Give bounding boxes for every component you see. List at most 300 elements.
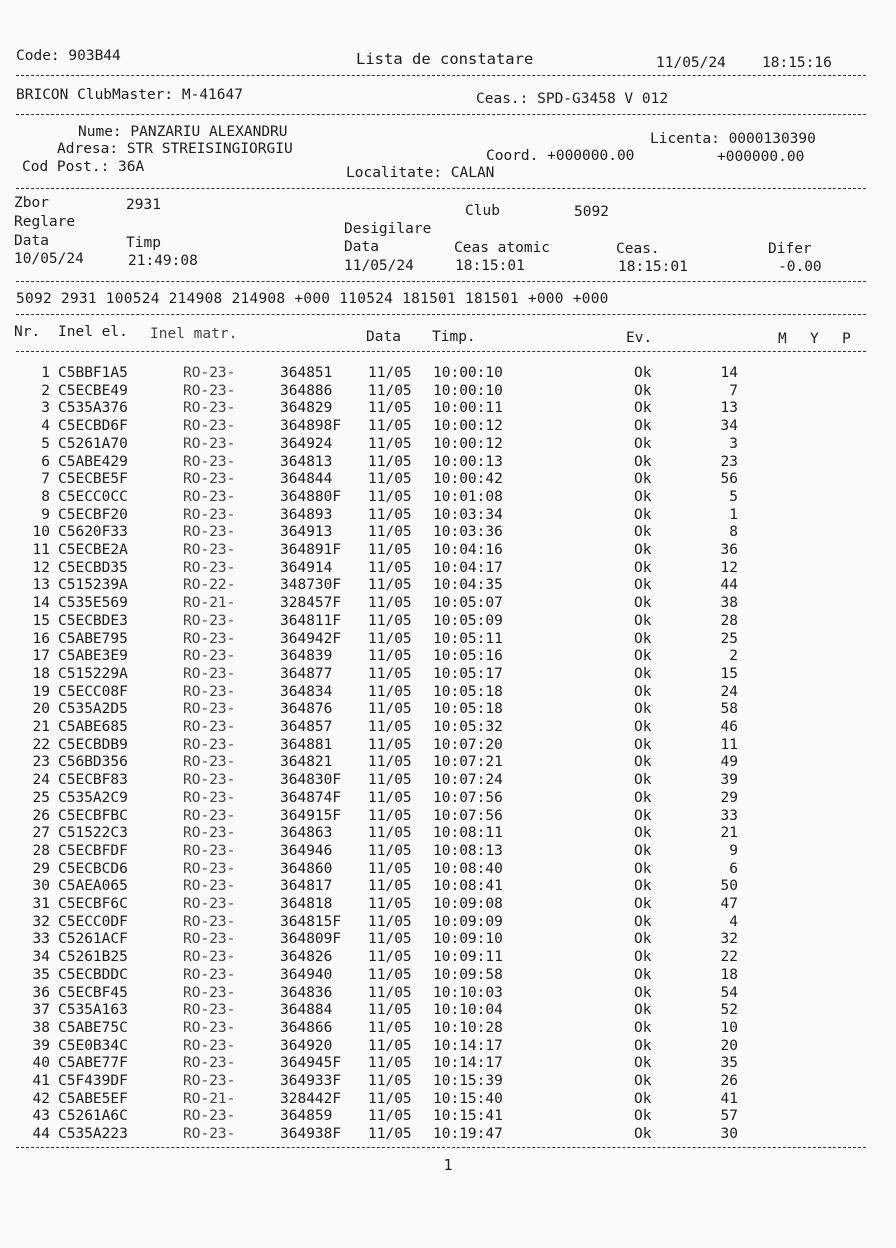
electronic-ring: C535A163 [58,1002,128,1019]
row-number: 23 [32,754,50,771]
arrival-time: 10:00:42 [433,471,503,488]
coordinates: Coord. +000000.00 [486,148,635,164]
row-number: 1 [41,365,50,381]
club-master: BRICON ClubMaster: M-41647 [16,87,243,103]
table-row [0,772,896,789]
electronic-ring: C5ECBE5F [58,471,128,488]
arrival-date: 11/05 [368,1073,412,1089]
row-number: 5 [41,435,50,452]
ring-prefix: RO-23- [183,665,236,682]
electronic-ring: C5ECBD6F [58,418,128,435]
table-row [0,560,896,577]
ring-number: 364866 [280,1019,333,1036]
electronic-ring: C5261ACF [58,931,128,948]
arrival-date: 11/05 [368,577,412,594]
table-row [0,843,896,860]
arrival-time: 10:10:04 [433,1002,503,1019]
locality: Localitate: CALAN [346,165,495,181]
electronic-ring: C535A2D5 [58,701,128,718]
ring-number: 364844 [280,471,333,488]
ring-number: 364857 [280,719,333,735]
row-number: 8 [41,488,50,505]
electronic-ring: C5ECBF20 [58,506,128,523]
event-status: Ok [634,913,652,930]
coordinates-2: +000000.00 [717,149,805,165]
row-number: 16 [32,630,50,647]
ring-number: 364821 [280,754,333,771]
table-row [0,436,896,453]
table-row [0,1091,896,1108]
arrival-date: 11/05 [368,701,412,718]
unseal-date-label: Data [344,239,379,255]
col-header-electronic-ring: Inel el. [58,324,128,340]
table-row [0,790,896,807]
arrival-date: 11/05 [368,984,412,1001]
arrival-date: 11/05 [368,630,412,647]
row-number: 18 [32,665,50,682]
row-number: 13 [32,577,50,594]
arrival-time: 10:14:17 [433,1037,503,1054]
arrival-time: 10:09:10 [433,931,503,948]
event-status: Ok [634,400,652,417]
arrival-time: 10:19:47 [433,1126,503,1143]
ring-number: 364945F [280,1055,342,1072]
ring-prefix: RO-23- [183,1002,236,1019]
position-m: 54 [720,984,738,1001]
electronic-ring: C5ECBF45 [58,984,128,1001]
event-status: Ok [634,772,652,789]
event-status: Ok [634,1037,652,1054]
clock-id: Ceas.: SPD-G3458 V 012 [476,91,669,107]
electronic-ring: C5ECBE2A [58,542,128,558]
electronic-ring: C5ECC0DF [58,913,128,930]
page-number: 1 [443,1156,453,1174]
arrival-time: 10:07:21 [433,754,503,771]
event-status: Ok [634,1002,652,1019]
ring-prefix: RO-23- [183,789,236,806]
table-row [0,666,896,683]
table-row [0,949,896,966]
arrival-time: 10:08:13 [433,842,503,859]
ring-number: 364809F [280,931,342,948]
position-m: 4 [729,913,738,930]
arrival-time: 10:07:56 [433,807,503,824]
position-m: 11 [720,736,738,753]
ring-number: 364813 [280,453,333,470]
row-number: 43 [32,1108,50,1125]
electronic-ring: C5ECBD35 [58,559,128,576]
col-header-date: Data [366,329,401,345]
ring-prefix: RO-23- [183,612,236,629]
position-m: 23 [720,453,738,470]
ring-number: 364817 [280,878,333,895]
ring-number: 364851 [280,365,333,381]
license: Licenta: 0000130390 [650,131,816,147]
electronic-ring: C5ECBF6C [58,896,128,912]
arrival-time: 10:01:08 [433,488,503,505]
ring-number: 364924 [280,435,333,452]
row-number: 33 [32,931,50,948]
ring-prefix: RO-23- [183,1073,236,1089]
table-row [0,914,896,931]
ring-number: 364915F [280,807,342,824]
setting-date-label: Data [14,233,49,249]
row-number: 17 [32,648,50,665]
ring-prefix: RO-23- [183,878,236,895]
arrival-time: 10:05:09 [433,612,503,629]
table-row [0,967,896,984]
ring-number: 364811F [280,612,342,629]
electronic-ring: C5ABE77F [58,1055,128,1072]
position-m: 34 [720,418,738,435]
table-row [0,1002,896,1019]
ring-prefix: RO-23- [183,418,236,435]
event-status: Ok [634,595,652,612]
ring-number: 364880F [280,488,342,505]
ring-number: 364834 [280,683,333,700]
position-m: 33 [720,807,738,824]
ring-number: 364829 [280,400,333,417]
postal-code: Cod Post.: 36A [22,159,145,175]
arrival-date: 11/05 [368,542,412,558]
col-header-m: M [778,331,787,347]
row-number: 3 [41,400,50,417]
electronic-ring: C535A2C9 [58,789,128,806]
ring-prefix: RO-23- [183,772,236,789]
arrival-time: 10:05:07 [433,595,503,612]
position-m: 46 [720,719,738,735]
position-m: 10 [720,1019,738,1036]
arrival-time: 10:04:35 [433,577,503,594]
ring-number: 364874F [280,789,342,806]
electronic-ring: C535A223 [58,1126,128,1143]
table-row [0,631,896,648]
electronic-ring: C5E0B34C [58,1037,128,1054]
row-number: 40 [32,1055,50,1072]
difference-value: -0.00 [778,259,822,275]
arrival-date: 11/05 [368,612,412,629]
ring-number: 364818 [280,896,333,912]
event-status: Ok [634,648,652,665]
table-row [0,896,896,913]
electronic-ring: C5261A6C [58,1108,128,1125]
arrival-time: 10:07:20 [433,736,503,753]
flight-number: 2931 [126,197,161,213]
event-status: Ok [634,1055,652,1072]
unseal-label: Desigilare [344,221,432,237]
position-m: 18 [720,966,738,983]
event-status: Ok [634,949,652,966]
event-status: Ok [634,1108,652,1125]
table-row [0,400,896,417]
ring-prefix: RO-23- [183,400,236,417]
row-number: 41 [32,1073,50,1089]
table-row [0,985,896,1002]
divider [16,114,866,115]
ring-prefix: RO-23- [183,896,236,912]
ring-number: 328457F [280,595,342,612]
electronic-ring: C535E569 [58,595,128,612]
position-m: 13 [720,400,738,417]
setting-date: 10/05/24 [14,251,84,267]
electronic-ring: C5ABE685 [58,719,128,735]
ring-number: 348730F [280,577,342,594]
table-row [0,613,896,630]
owner-name: Nume: PANZARIU ALEXANDRU [78,124,288,140]
position-m: 39 [720,772,738,789]
arrival-time: 10:04:16 [433,542,503,558]
arrival-time: 10:03:34 [433,506,503,523]
owner-address: Adresa: STR STREISINGIORGIU [57,141,293,157]
ring-number: 364863 [280,825,333,842]
ring-number: 364881 [280,736,333,753]
table-row [0,861,896,878]
arrival-time: 10:10:28 [433,1019,503,1036]
electronic-ring: C5ABE75C [58,1019,128,1036]
event-status: Ok [634,842,652,859]
arrival-date: 11/05 [368,471,412,488]
position-m: 57 [720,1108,738,1125]
arrival-time: 10:05:18 [433,683,503,700]
table-row [0,383,896,400]
table-row [0,595,896,612]
ring-number: 364860 [280,860,333,877]
ring-number: 364836 [280,984,333,1001]
ring-number: 364826 [280,949,333,966]
arrival-time: 10:03:36 [433,524,503,541]
electronic-ring: C515229A [58,665,128,682]
ring-prefix: RO-23- [183,736,236,753]
ring-number: 364891F [280,542,342,558]
ring-prefix: RO-23- [183,719,236,735]
divider [16,351,866,352]
arrival-time: 10:00:12 [433,435,503,452]
arrival-time: 10:00:12 [433,418,503,435]
ring-number: 364893 [280,506,333,523]
arrival-date: 11/05 [368,1090,412,1107]
event-status: Ok [634,365,652,381]
position-m: 14 [720,365,738,381]
club-number: 5092 [574,204,609,220]
table-row [0,931,896,948]
event-status: Ok [634,453,652,470]
event-status: Ok [634,683,652,700]
position-m: 8 [729,524,738,541]
arrival-date: 11/05 [368,807,412,824]
ring-prefix: RO-23- [183,825,236,842]
electronic-ring: C56BD356 [58,754,128,771]
table-row [0,808,896,825]
arrival-date: 11/05 [368,524,412,541]
ring-number: 364898F [280,418,342,435]
position-m: 2 [729,648,738,665]
arrival-time: 10:08:41 [433,878,503,895]
row-number: 9 [41,506,50,523]
setting-time-label: Timp [126,235,161,251]
ring-number: 364940 [280,966,333,983]
ring-prefix: RO-23- [183,860,236,877]
table-row [0,684,896,701]
arrival-date: 11/05 [368,736,412,753]
table-row [0,471,896,488]
arrival-date: 11/05 [368,1037,412,1054]
arrival-time: 10:07:56 [433,789,503,806]
row-number: 6 [41,453,50,470]
row-number: 44 [32,1126,50,1143]
atomic-clock-time: 18:15:01 [455,258,525,274]
row-number: 25 [32,789,50,806]
arrival-date: 11/05 [368,365,412,381]
difference-label: Difer [768,241,812,257]
ring-number: 364884 [280,1002,333,1019]
position-m: 6 [729,860,738,877]
arrival-time: 10:05:11 [433,630,503,647]
col-header-p: P [842,331,851,347]
setting-time: 21:49:08 [128,253,198,269]
divider [16,75,866,76]
table-row [0,1126,896,1143]
arrival-date: 11/05 [368,1108,412,1125]
arrival-time: 10:09:08 [433,896,503,912]
ring-number: 364859 [280,1108,333,1125]
position-m: 35 [720,1055,738,1072]
position-m: 29 [720,789,738,806]
electronic-ring: C5ECBDE3 [58,612,128,629]
ring-prefix: RO-23- [183,488,236,505]
position-m: 1 [729,506,738,523]
row-number: 7 [41,471,50,488]
table-row [0,365,896,382]
row-number: 37 [32,1002,50,1019]
table-row [0,719,896,736]
event-status: Ok [634,612,652,629]
position-m: 50 [720,878,738,895]
event-status: Ok [634,630,652,647]
event-status: Ok [634,524,652,541]
event-status: Ok [634,435,652,452]
electronic-ring: C5261A70 [58,435,128,452]
row-number: 20 [32,701,50,718]
arrival-time: 10:08:11 [433,825,503,842]
position-m: 30 [720,1126,738,1143]
arrival-date: 11/05 [368,1002,412,1019]
col-header-event: Ev. [626,330,653,346]
event-status: Ok [634,577,652,594]
arrival-date: 11/05 [368,789,412,806]
summary-code-line: 5092 2931 100524 214908 214908 +000 110524 181501 181501 +000 +000 [16,291,609,307]
position-m: 38 [720,595,738,612]
position-m: 44 [720,577,738,594]
electronic-ring: C5ECBF83 [58,772,128,789]
position-m: 9 [729,842,738,859]
electronic-ring: C5ECBDDC [58,966,128,983]
position-m: 22 [720,949,738,966]
arrival-date: 11/05 [368,754,412,771]
ring-prefix: RO-23- [183,506,236,523]
row-number: 19 [32,683,50,700]
arrival-time: 10:00:13 [433,453,503,470]
divider [16,188,866,189]
arrival-date: 11/05 [368,966,412,983]
position-m: 56 [720,471,738,488]
ring-prefix: RO-23- [183,1019,236,1036]
position-m: 26 [720,1073,738,1089]
position-m: 41 [720,1090,738,1107]
electronic-ring: C5ECBFBC [58,807,128,824]
electronic-ring: C5AEA065 [58,878,128,895]
ring-number: 364877 [280,665,333,682]
ring-prefix: RO-23- [183,524,236,541]
row-number: 34 [32,949,50,966]
event-status: Ok [634,736,652,753]
ring-prefix: RO-23- [183,1037,236,1054]
arrival-date: 11/05 [368,931,412,948]
row-number: 14 [32,595,50,612]
event-status: Ok [634,1019,652,1036]
arrival-time: 10:15:40 [433,1090,503,1107]
event-status: Ok [634,559,652,576]
ring-prefix: RO-23- [183,842,236,859]
arrival-date: 11/05 [368,400,412,417]
row-number: 39 [32,1037,50,1054]
ring-number: 364839 [280,648,333,665]
arrival-date: 11/05 [368,506,412,523]
arrival-date: 11/05 [368,418,412,435]
ring-prefix: RO-23- [183,471,236,488]
ring-prefix: RO-23- [183,559,236,576]
ring-prefix: RO-23- [183,1108,236,1125]
electronic-ring: C5ABE795 [58,630,128,647]
event-status: Ok [634,665,652,682]
table-row [0,577,896,594]
ring-number: 364876 [280,701,333,718]
arrival-date: 11/05 [368,1126,412,1143]
position-m: 25 [720,630,738,647]
arrival-date: 11/05 [368,913,412,930]
row-number: 30 [32,878,50,895]
table-row [0,1055,896,1072]
col-header-nr: Nr. [14,324,41,340]
electronic-ring: C5ABE429 [58,453,128,470]
ring-number: 364815F [280,913,342,930]
table-row [0,489,896,506]
electronic-ring: C5ABE5EF [58,1090,128,1107]
ring-number: 364920 [280,1037,333,1054]
position-m: 58 [720,701,738,718]
row-number: 27 [32,825,50,842]
position-m: 21 [720,825,738,842]
arrival-date: 11/05 [368,896,412,912]
arrival-date: 11/05 [368,595,412,612]
arrival-time: 10:09:58 [433,966,503,983]
event-status: Ok [634,382,652,399]
ring-prefix: RO-22- [183,577,236,594]
electronic-ring: C5BBF1A5 [58,365,128,381]
arrival-date: 11/05 [368,719,412,735]
table-row [0,542,896,559]
position-m: 3 [729,435,738,452]
ring-prefix: RO-23- [183,949,236,966]
arrival-date: 11/05 [368,488,412,505]
arrival-time: 10:15:41 [433,1108,503,1125]
flight-label: Zbor [14,195,49,211]
event-status: Ok [634,488,652,505]
arrival-time: 10:08:40 [433,860,503,877]
ring-prefix: RO-21- [183,595,236,612]
row-number: 32 [32,913,50,930]
ring-prefix: RO-23- [183,701,236,718]
row-number: 42 [32,1090,50,1107]
